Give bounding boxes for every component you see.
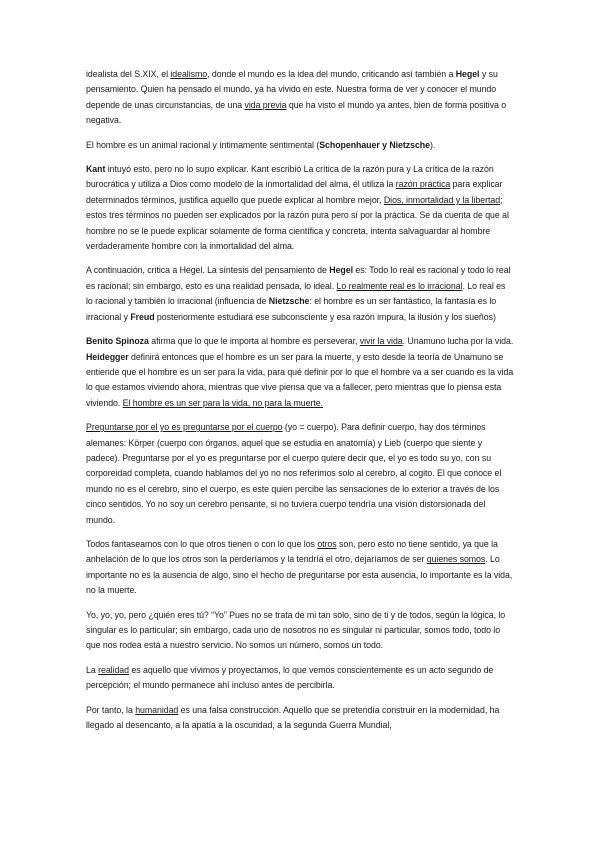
underlined-term: otros xyxy=(317,538,337,549)
underlined-term: Preguntarse por el yo es preguntarse por el cuerpo xyxy=(86,422,283,433)
text-run: es una falsa construcción. Aquello que se pretendía construir en la modernidad, ha llegado al desencanto, a la apatía a la oscuridad, a la segunda Guerra Mundial, xyxy=(86,704,500,731)
text-run: . Lo importante no es la ausencia de algo, sino el hecho de preguntarse por esta ausencia, lo importante es la vida, no la muerte. xyxy=(86,554,513,596)
text-run: : el hombre es un ser fantástico, la fantasía es lo irracional y xyxy=(86,296,497,322)
document-body xyxy=(86,67,514,742)
text-run: El hombre es un animal racional y íntimamente sentimental ( xyxy=(86,139,320,150)
underlined-term: humanidad xyxy=(135,704,179,715)
text-run: definirá entonces que el hombre es un ser para la muerte, y esto desde la teoría de Unamuno se entiende que el hombre es un ser para la vida, para qué definir por lo que el hombre va a ser cuando es la vida lo que estamos viviendo ahora, mientras que vive piensa que va a fallecer, pero mientras que lo piensa esta viviendo. xyxy=(86,351,514,408)
bold-term: Benito Spinoza xyxy=(86,336,149,347)
bold-term: Kant xyxy=(86,164,106,175)
bold-term: Heidegger xyxy=(86,351,129,362)
underlined-term: El hombre es un ser para la vida, no para la muerte. xyxy=(122,397,323,408)
paragraph-p2 xyxy=(86,138,514,153)
text-run: Por tanto, la xyxy=(86,704,136,715)
text-run: intuyó esto, pero no lo supo explicar. Kant escribió La crítica de la razón pura y La crítica de la razón burocrática y utiliza a Dios como modelo de la inmortalidad del alma, él utiliza la xyxy=(86,164,494,190)
text-run: , donde el mundo es la idea del mundo, criticando así también a xyxy=(207,69,456,79)
text-run: para explicar determinados términos, justifica aquello que puede explicar al hombre mejor, xyxy=(86,179,503,205)
text-run: idealista del S.XIX, el xyxy=(86,69,171,79)
text-run: y su pensamiento. Quien ha pensado el mundo, ya ha vivido en este. Nuestra forma de ver y conocer el mundo depende de unas circunstancias, de una xyxy=(86,69,498,110)
paragraph-p10 xyxy=(86,703,514,734)
underlined-term: vivir la vida xyxy=(359,336,403,347)
bold-term: Nietzsche xyxy=(268,296,310,307)
bold-term: Hegel xyxy=(329,265,353,276)
underlined-term: vida previa xyxy=(244,99,287,110)
text-run: ; estos tres términos no pueden ser explicados por la razón pura pero sí por la práctica. Se da cuenta de que al hombre no se le puede explicar solamente de forma científica y concreta, intenta salvaguardar al hombre verdaderamente hombre con la inmortalidad del alma. xyxy=(86,194,509,252)
paragraph-p4 xyxy=(86,263,514,325)
text-run: Yo, yo, yo, pero ¿quién eres tú? “Yo” Pues no se trata de mi tan solo, sino de ti y de todos, según la lógica, lo singular es lo particular; sin embargo, cada uno de nosotros no es singular ni particular, somos todo, todo lo que nos rodea está a nuestro servicio. No somos un número, somos un todo. xyxy=(86,609,506,651)
text-run: es aquello que vivimos y proyectamos, lo que vemos conscientemente es un acto segundo de percepción; el mundo permanece ahí incluso antes de percibirla. xyxy=(86,664,494,691)
text-run: son, pero esto no tiene sentido, ya que la anhelación de lo que los otros son la perderíamos y la tendría el otro, dejaríamos de ser xyxy=(86,538,498,565)
bold-term: Freud xyxy=(130,311,155,322)
text-run: La xyxy=(86,664,99,675)
text-run: (yo = cuerpo). Para definir cuerpo, hay dos términos alemanes: Körper (cuerpo con órganos, aquel que se estudia en anatomía) y Lieb (cuerpo que siente y padece). Preguntarse por el yo es preguntarse por el cuerpo quiere decir que, el yo es todo su yo, con su corporeidad completa, cuando hablamos del yo no nos referimos solo al cerebro, al cogito. El que conoce el mundo no es el cerebro, sino el cuerpo, es este quien percibe las sensaciones de lo exterior a través de los cinco sentidos. Yo no soy un cerebro pensante, si no tuviera cuerpo tendría una visión distorsionada del mundo. xyxy=(86,422,502,525)
text-run: afirma que lo que le importa al hombre es perseverar, xyxy=(148,336,360,347)
paragraph-p7 xyxy=(86,537,514,599)
text-run: ). xyxy=(429,139,436,150)
bold-term: Schopenhauer y Nietzsche xyxy=(319,139,430,150)
bold-term: Hegel xyxy=(455,69,480,79)
text-run: Todos fantaseamos con lo que otros tienen o con lo que los xyxy=(86,538,318,549)
text-run: que ha visto el mundo ya antes, bien de forma positiva o negativa. xyxy=(86,99,507,126)
text-run: es: Todo lo real es racional y todo lo real es racional; sin embargo, esto es una realidad pensada, lo ideal. xyxy=(86,265,511,291)
underlined-term: realidad xyxy=(98,664,129,675)
paragraph-p3 xyxy=(86,162,514,254)
underlined-term: Dios, inmortalidad y la libertad xyxy=(383,194,501,205)
paragraph-p8 xyxy=(86,608,514,654)
text-run: posteriormente estudiará ese subconsciente y esa razón impura, la ilusión y los sueños) xyxy=(154,311,496,322)
paragraph-p5 xyxy=(86,334,514,411)
underlined-term: razón práctica xyxy=(395,179,451,190)
text-run: . Unamuno lucha por la vida. xyxy=(402,336,514,347)
paragraph-p1 xyxy=(86,67,514,129)
underlined-term: quienes somos xyxy=(426,554,486,565)
paragraph-p6 xyxy=(86,420,514,528)
underlined-term: Lo realmente real es lo irracional xyxy=(336,280,463,291)
text-run: . Lo real es lo racional y también lo irracional (influencia de xyxy=(86,280,506,307)
text-run: A continuación, critica a Hegel. La síntesis del pensamiento de xyxy=(86,265,330,276)
underlined-term: idealismo xyxy=(170,69,208,79)
paragraph-p9 xyxy=(86,663,514,694)
